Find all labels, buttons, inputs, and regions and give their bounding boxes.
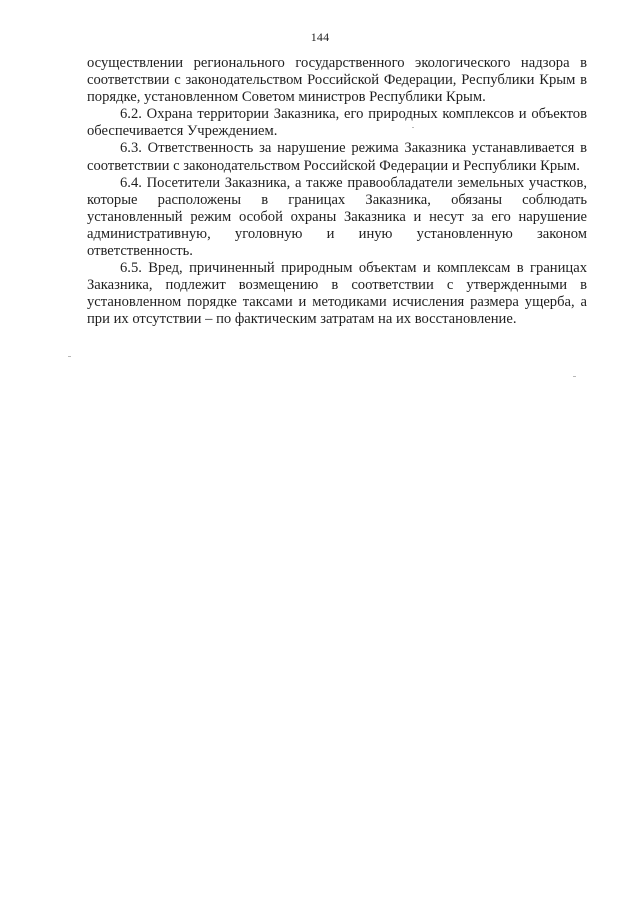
paragraph-6-2: 6.2. Охрана территории Заказника, его природных комплексов и объектов обеспечивается Учреждением.: [87, 106, 587, 140]
scan-speck: [68, 356, 71, 357]
scan-speck: [412, 127, 414, 128]
paragraph-6-4: 6.4. Посетители Заказника, а также правообладатели земельных участков, которые расположены в границах Заказника, обязаны соблюдать установленный режим особой охраны Заказника и несут за его нарушение административную, уголовную и иную установленную законом ответственность.: [87, 174, 587, 260]
paragraph-intro-continuation: осуществлении регионального государственного экологического надзора в соответствии с законодательством Российской Федерации, Республики Крым в порядке, установленном Советом министров Республики Крым.: [87, 55, 587, 106]
scan-speck: [573, 376, 576, 377]
paragraph-6-5: 6.5. Вред, причиненный природным объектам и комплексам в границах Заказника, подлежит возмещению в соответствии с утвержденными в установленном порядке таксами и методиками исчисления размера ущерба, а при их отсутствии – по фактическим затратам на их восстановление.: [87, 260, 587, 328]
document-body: [87, 55, 587, 329]
paragraph-6-3: 6.3. Ответственность за нарушение режима Заказника устанавливается в соответствии с законодательством Российской Федерации и Республики Крым.: [87, 140, 587, 174]
page-number: 144: [310, 30, 330, 44]
